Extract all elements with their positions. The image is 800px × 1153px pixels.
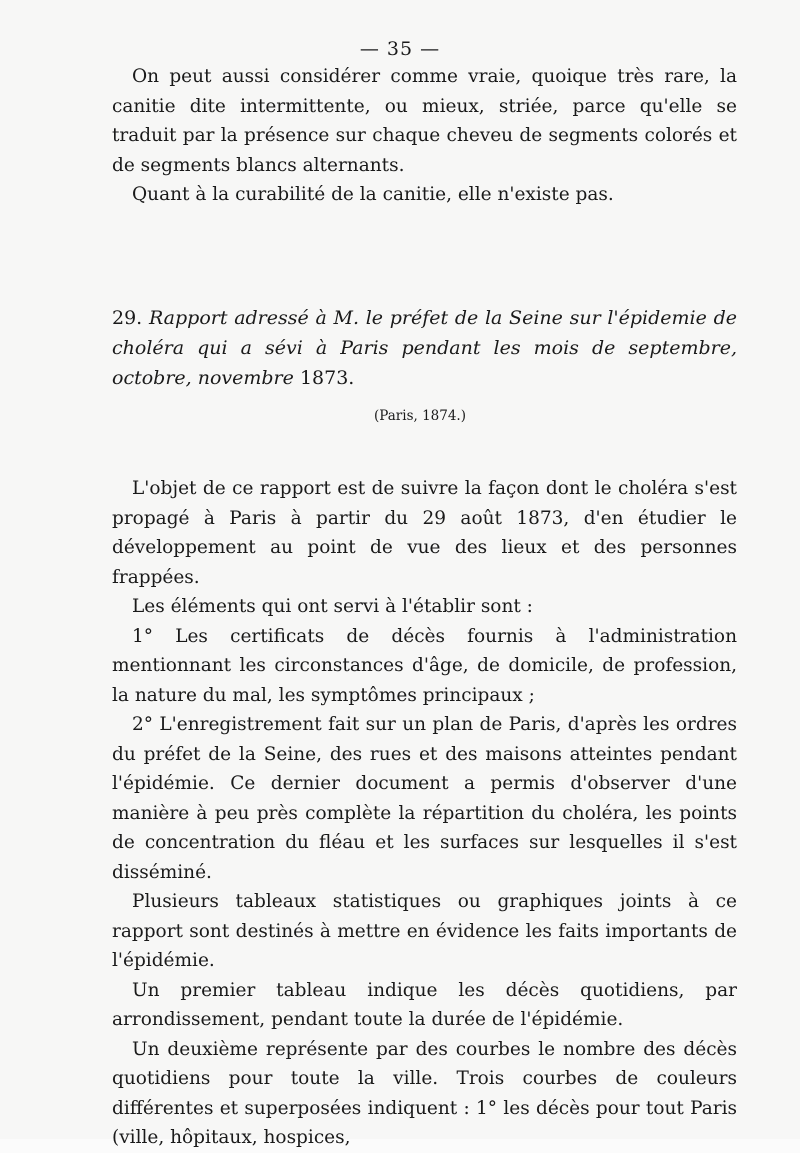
body-paragraph-6: Un premier tableau indique les décès quotidiens, par arrondissement, pendant toute la durée de l'épidémie. xyxy=(112,979,737,1030)
body-section xyxy=(112,474,737,1153)
entry-title: Rapport adressé à M. le préfet de la Seine sur l'épidemie de choléra qui a sévi à Paris pendant les mois de septembre, octobre, novembre xyxy=(112,307,737,389)
body-paragraph-1: L'objet de ce rapport est de suivre la façon dont le choléra s'est propagé à Paris à partir du 29 août 1873, d'en étudier le développement au point de vue des lieux et des personnes frappées. xyxy=(112,478,737,588)
body-paragraph-2: Les éléments qui ont servi à l'établir sont : xyxy=(132,596,533,617)
body-paragraph-3: 1° Les certificats de décès fournis à l'administration mentionnant les circonstances d'âge, de domicile, de profession, la nature du mal, les symptômes principaux ; xyxy=(112,625,737,706)
entry-title-paragraph xyxy=(112,303,737,393)
intro-paragraph-1: On peut aussi considérer comme vraie, quoique très rare, la canitie dite intermittente, ou mieux, striée, parce qu'elle se traduit par la présence sur chaque cheveu de segments colorés et de segments blancs alternants. xyxy=(112,66,737,176)
body-paragraph-4: 2° L'enregistrement fait sur un plan de Paris, d'après les ordres du préfet de la Seine, des rues et des maisons atteintes pendant l'épidémie. Ce dernier document a permis d'observer d'une manière à peu près complète la répartition du choléra, les points de concentration du fléau et les surfaces sur lesquelles il s'est disséminé. xyxy=(112,714,737,883)
entry-year: 1873. xyxy=(299,367,355,389)
entry-heading xyxy=(112,303,737,393)
body-paragraph-7: Un deuxième représente par des courbes le nombre des décès quotidiens pour toute la ville. Trois courbes de couleurs différentes et superposées indiquent : 1° les décès pour tout Paris (ville, hôpitaux, hospices, xyxy=(112,1038,737,1148)
intro-section xyxy=(112,62,737,210)
entry-number: 29. xyxy=(112,307,143,329)
intro-paragraph-2: Quant à la curabilité de la canitie, elle n'existe pas. xyxy=(132,184,614,205)
body-paragraph-5: Plusieurs tableaux statistiques ou graphiques joints à ce rapport sont destinés à mettre en évidence les faits importants de l'épidémie. xyxy=(112,891,737,971)
entry-place-date: (Paris, 1874.) xyxy=(374,408,466,424)
page-number: — 35 — xyxy=(359,38,441,60)
